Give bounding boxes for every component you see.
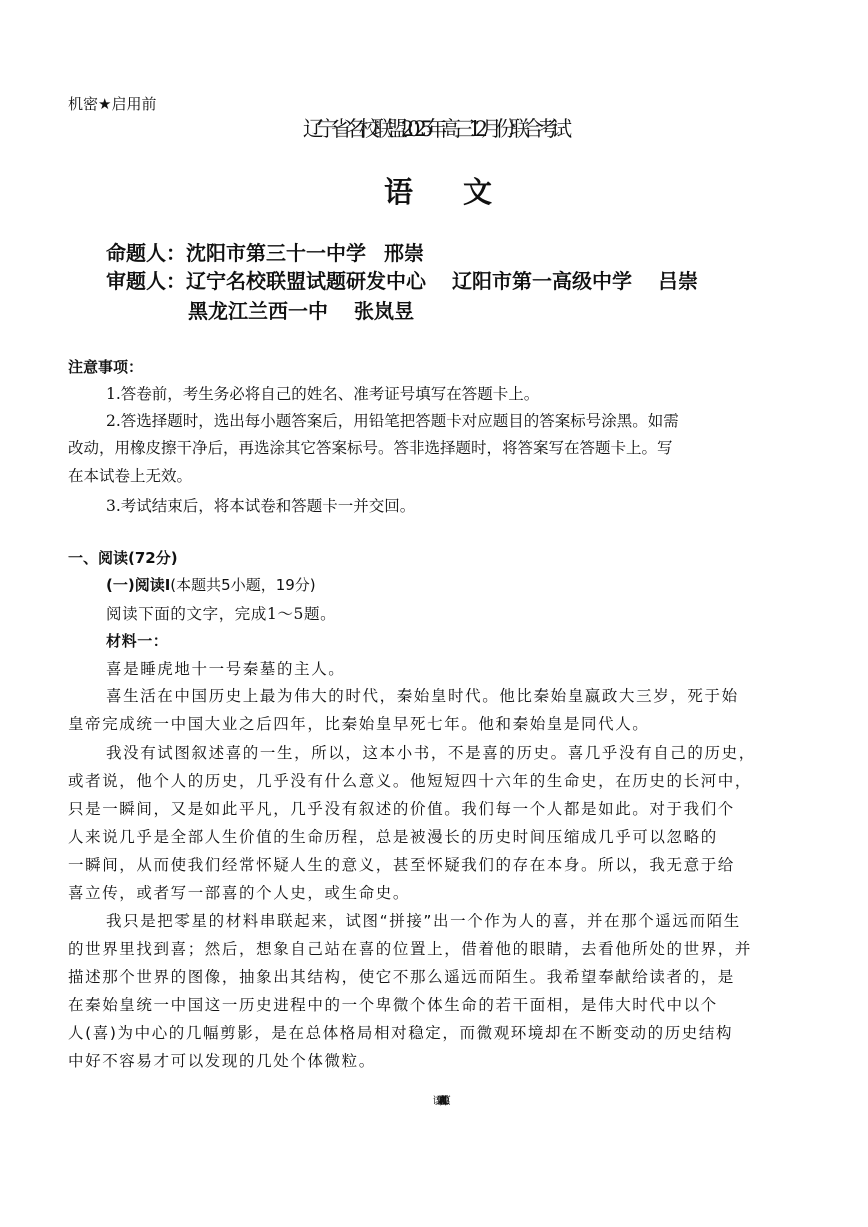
reviewer-name-2: 张岚昱 xyxy=(354,299,414,323)
reviewer-org-1: 辽宁名校联盟试题研发中心 xyxy=(186,269,426,293)
passage-p4-line-3: 描述那个世界的图像，抽象出其结构，使它不那么遥远而陌生。我希望奉献给读者的，是 xyxy=(68,968,735,986)
subject-title xyxy=(0,170,868,211)
passage-p4-line-1: 我只是把零星的材料串联起来，试图“拼接”出一个作为人的喜，并在那个遥远而陌生 xyxy=(106,912,741,930)
reviewer-label: 审题人： xyxy=(106,269,186,293)
author-name: 邢崇 xyxy=(384,241,424,265)
passage-p3-line-3: 只是一瞬间，又是如此平凡，几乎没有叙述的价值。我们每一个人都是如此。对于我们个 xyxy=(68,800,735,818)
reviewer-line-2 xyxy=(188,295,414,324)
reviewer-line xyxy=(106,265,698,294)
subject-char-2: 文 xyxy=(463,175,485,209)
passage-p4-line-5: 人(喜)为中心的几幅剪影，是在总体格局相对稳定，而微观环境却在不断变动的历史结构 xyxy=(68,1024,734,1042)
passage-p4-line-6: 中好不容易才可以发现的几处个体微粒。 xyxy=(68,1052,376,1070)
passage-p3-line-1: 我没有试图叙述喜的一生，所以，这本小书，不是喜的历史。喜几乎没有自己的历史， xyxy=(106,744,756,762)
passage-p3-line-4: 人来说几乎是全部人生价值的生命历程，总是被漫长的历史时间压缩成几乎可以忽略的 xyxy=(68,828,718,846)
subject-char-1: 语 xyxy=(383,175,405,209)
section-heading: 一、阅读(72分) xyxy=(68,549,178,567)
passage-p3-line-5: 一瞬间，从而使我们经常怀疑人生的意义，甚至怀疑我们的存在本身。所以，我无意于给 xyxy=(68,856,735,874)
page-footer: 语文试题第1页(共10页) xyxy=(432,1096,436,1107)
reviewer-org-2: 辽阳市第一高级中学 xyxy=(452,269,632,293)
note-2-line-1: 2.答选择题时，选出每小题答案后，用铅笔把答题卡对应题目的答案标号涂黑。如需 xyxy=(106,412,679,430)
instruction: 阅读下面的文字，完成1～5题。 xyxy=(106,605,337,623)
subsection-info: (本题共5小题，19分) xyxy=(170,576,316,594)
exam-title: 辽宁省名校联盟2025年高三12月份联合考试 xyxy=(302,117,566,141)
note-2-line-2: 改动，用橡皮擦干净后，再选涂其它答案标号。答非选择题时，将答案写在答题卡上。写 xyxy=(68,439,673,457)
note-2-line-3: 在本试卷上无效。 xyxy=(68,467,193,485)
passage-p2-line-1: 喜生活在中国历史上最为伟大的时代，秦始皇时代。他比秦始皇嬴政大三岁，死于始 xyxy=(106,687,739,705)
passage-p1: 喜是睡虎地十一号秦墓的主人。 xyxy=(106,660,346,678)
notes-heading: 注意事项： xyxy=(68,358,144,376)
subsection-heading xyxy=(106,574,316,595)
passage-p2-line-2: 皇帝完成统一中国大业之后四年，比秦始皇早死七年。他和秦始皇是同代人。 xyxy=(68,715,650,733)
passage-p4-line-2: 的世界里找到喜；然后，想象自己站在喜的位置上，借着他的眼睛，去看他所处的世界，并 xyxy=(68,940,753,958)
passage-p3-line-6: 喜立传，或者写一部喜的个人史，或生命史。 xyxy=(68,884,411,902)
subsection-title: (一)阅读Ⅰ xyxy=(106,576,171,594)
note-3: 3.考试结束后，将本试卷和答题卡一并交回。 xyxy=(106,497,416,515)
note-1: 1.答卷前，考生务必将自己的姓名、准考证号填写在答题卡上。 xyxy=(106,385,540,403)
author-line xyxy=(106,237,424,266)
author-school: 沈阳市第三十一中学 xyxy=(186,241,366,265)
author-label: 命题人： xyxy=(106,241,186,265)
passage-p3-line-2: 或者说，他个人的历史，几乎没有什么意义。他短短四十六年的生命史，在历史的长河中， xyxy=(68,772,753,790)
material-label: 材料一： xyxy=(106,632,169,650)
confidential-mark: 机密★启用前 xyxy=(68,95,157,113)
reviewer-name-1: 吕崇 xyxy=(658,269,698,293)
reviewer-org-3: 黑龙江兰西一中 xyxy=(188,299,328,323)
passage-p4-line-4: 在秦始皇统一中国这一历史进程中的一个卑微个体生命的若干面相，是伟大时代中以个 xyxy=(68,996,718,1014)
